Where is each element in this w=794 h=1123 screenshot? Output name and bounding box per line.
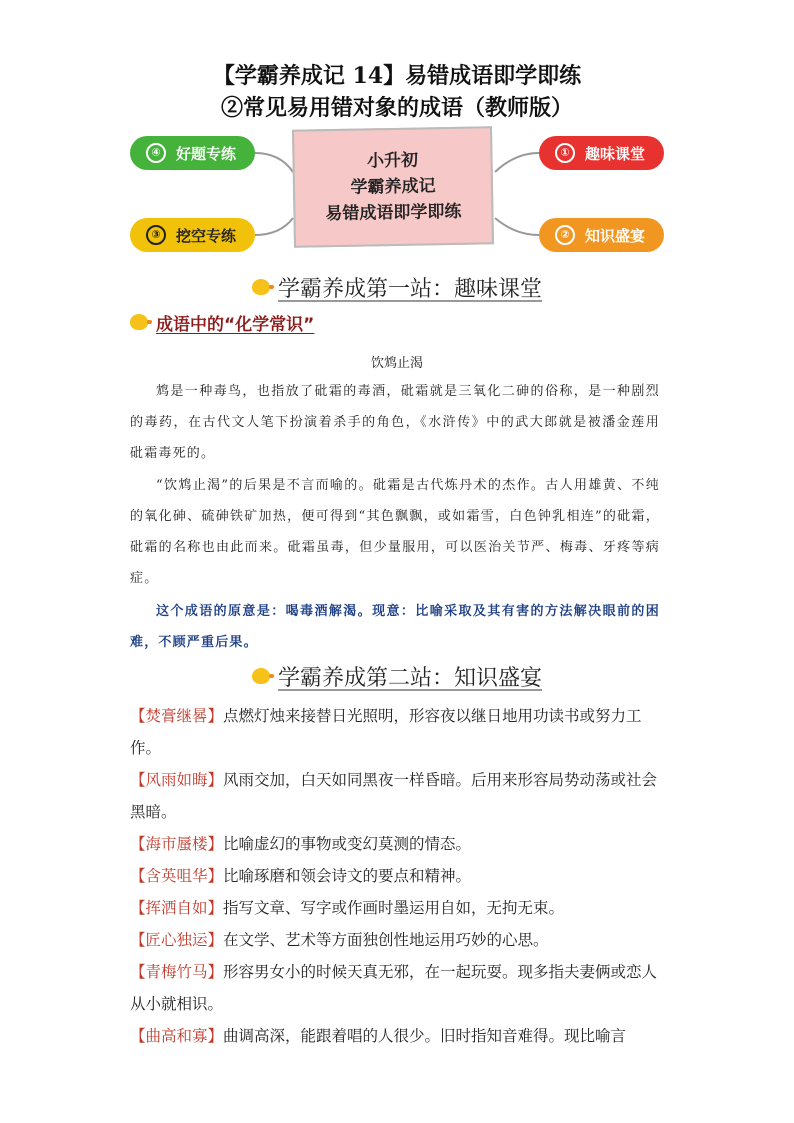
title-line-1: 【学霸养成记 14】易错成语即学即练 — [212, 63, 582, 89]
banner-line-2: 学霸养成记 — [350, 176, 436, 198]
idiom-definition: 形容男女小的时候天真无邪，在一起玩耍。现多指夫妻俩或恋人从小就相识。 — [130, 963, 658, 1013]
idiom-term: 【青梅竹马】 — [130, 963, 224, 981]
idiom-term: 【焚膏继晷】 — [130, 707, 224, 725]
station-1-heading — [0, 272, 794, 303]
idiom-definition: 在文学、艺术等方面独创性地运用巧妙的心思。 — [223, 931, 549, 949]
document-title — [0, 60, 794, 124]
pill-number: ① — [555, 143, 575, 163]
title-line-2: ②常见易用错对象的成语（教师版） — [220, 95, 573, 121]
pill-label: 挖空专练 — [176, 226, 237, 245]
chick-icon — [130, 314, 148, 330]
idiom-definition: 比喻琢磨和领会诗文的要点和精神。 — [223, 867, 472, 885]
banner-center-card — [292, 126, 494, 247]
list-item — [130, 764, 660, 828]
story-title: 饮鸩止渴 — [370, 356, 423, 371]
story-paragraph-1: 鸩是一种毒鸟，也指放了砒霜的毒酒，砒霜就是三氧化二砷的俗称，是一种剧烈的毒药，在古代文人笔下扮演着杀手的角色，《水浒传》中的武大郎就是被潘金莲用砒霜毒死的。 — [130, 384, 660, 461]
sub-heading-text: 成语中的“化学常识” — [156, 315, 315, 335]
list-item — [130, 924, 660, 956]
idiom-term: 【曲高和寡】 — [130, 1027, 224, 1045]
banner-line-1: 小升初 — [366, 150, 419, 172]
pill-label: 知识盛宴 — [585, 226, 646, 245]
chick-icon — [252, 668, 270, 684]
pill-fun-class — [539, 136, 664, 170]
list-item — [130, 1020, 660, 1052]
idiom-term: 【风雨如晦】 — [130, 771, 224, 789]
list-item — [130, 956, 660, 1020]
pill-number: ③ — [146, 225, 166, 245]
idiom-definition: 指写文章、写字或作画时墨运用自如，无拘无束。 — [223, 899, 565, 917]
chick-icon — [252, 279, 270, 295]
station-2-heading — [0, 661, 794, 692]
pill-number: ④ — [146, 143, 166, 163]
list-item — [130, 860, 660, 892]
idiom-term: 【匠心独运】 — [130, 931, 224, 949]
list-item — [130, 700, 660, 764]
idiom-definition: 点燃灯烛来接替日光照明，形容夜以继日地用功读书或努力工作。 — [130, 707, 642, 757]
idiom-list — [130, 700, 660, 1052]
idiom-term: 【海市蜃楼】 — [130, 835, 224, 853]
list-item — [130, 828, 660, 860]
idiom-term: 【含英咀华】 — [130, 867, 224, 885]
idiom-term: 【挥洒自如】 — [130, 899, 224, 917]
banner — [130, 122, 664, 266]
pill-fill-blank — [130, 218, 255, 252]
idiom-definition: 风雨交加，白天如同黑夜一样昏暗。后用来形容局势动荡或社会黑暗。 — [130, 771, 658, 821]
idiom-definition: 曲调高深，能跟着唱的人很少。旧时指知音难得。现比喻言 — [223, 1027, 627, 1045]
banner-line-3: 易错成语即学即练 — [325, 201, 462, 225]
story-meaning: 这个成语的原意是：喝毒酒解渴。现意：比喻采取及其有害的方法解决眼前的困难，不顾严重后果。 — [130, 604, 660, 650]
story-paragraph-2: “饮鸩止渴”的后果是不言而喻的。砒霜是古代炼丹术的杰作。古人用雄黄、不纯的氧化砷、硫砷铁矿加热，便可得到“其色飘飘，或如霜雪，白色钟乳相连”的砒霜，砒霜的名称也由此而来。砒霜虽毒，但少量服用，可以医治关节严、梅毒、牙疼等病症。 — [130, 478, 660, 586]
sub-heading — [130, 310, 314, 335]
pill-knowledge-feast — [539, 218, 664, 252]
pill-number: ② — [555, 225, 575, 245]
idiom-definition: 比喻虚幻的事物或变幻莫测的情态。 — [223, 835, 472, 853]
pill-label: 趣味课堂 — [585, 144, 646, 163]
list-item — [130, 892, 660, 924]
station-1-text: 学霸养成第一站：趣味课堂 — [277, 277, 542, 302]
station-2-text: 学霸养成第二站：知识盛宴 — [277, 666, 542, 691]
pill-label: 好题专练 — [176, 144, 237, 163]
pill-practice — [130, 136, 255, 170]
